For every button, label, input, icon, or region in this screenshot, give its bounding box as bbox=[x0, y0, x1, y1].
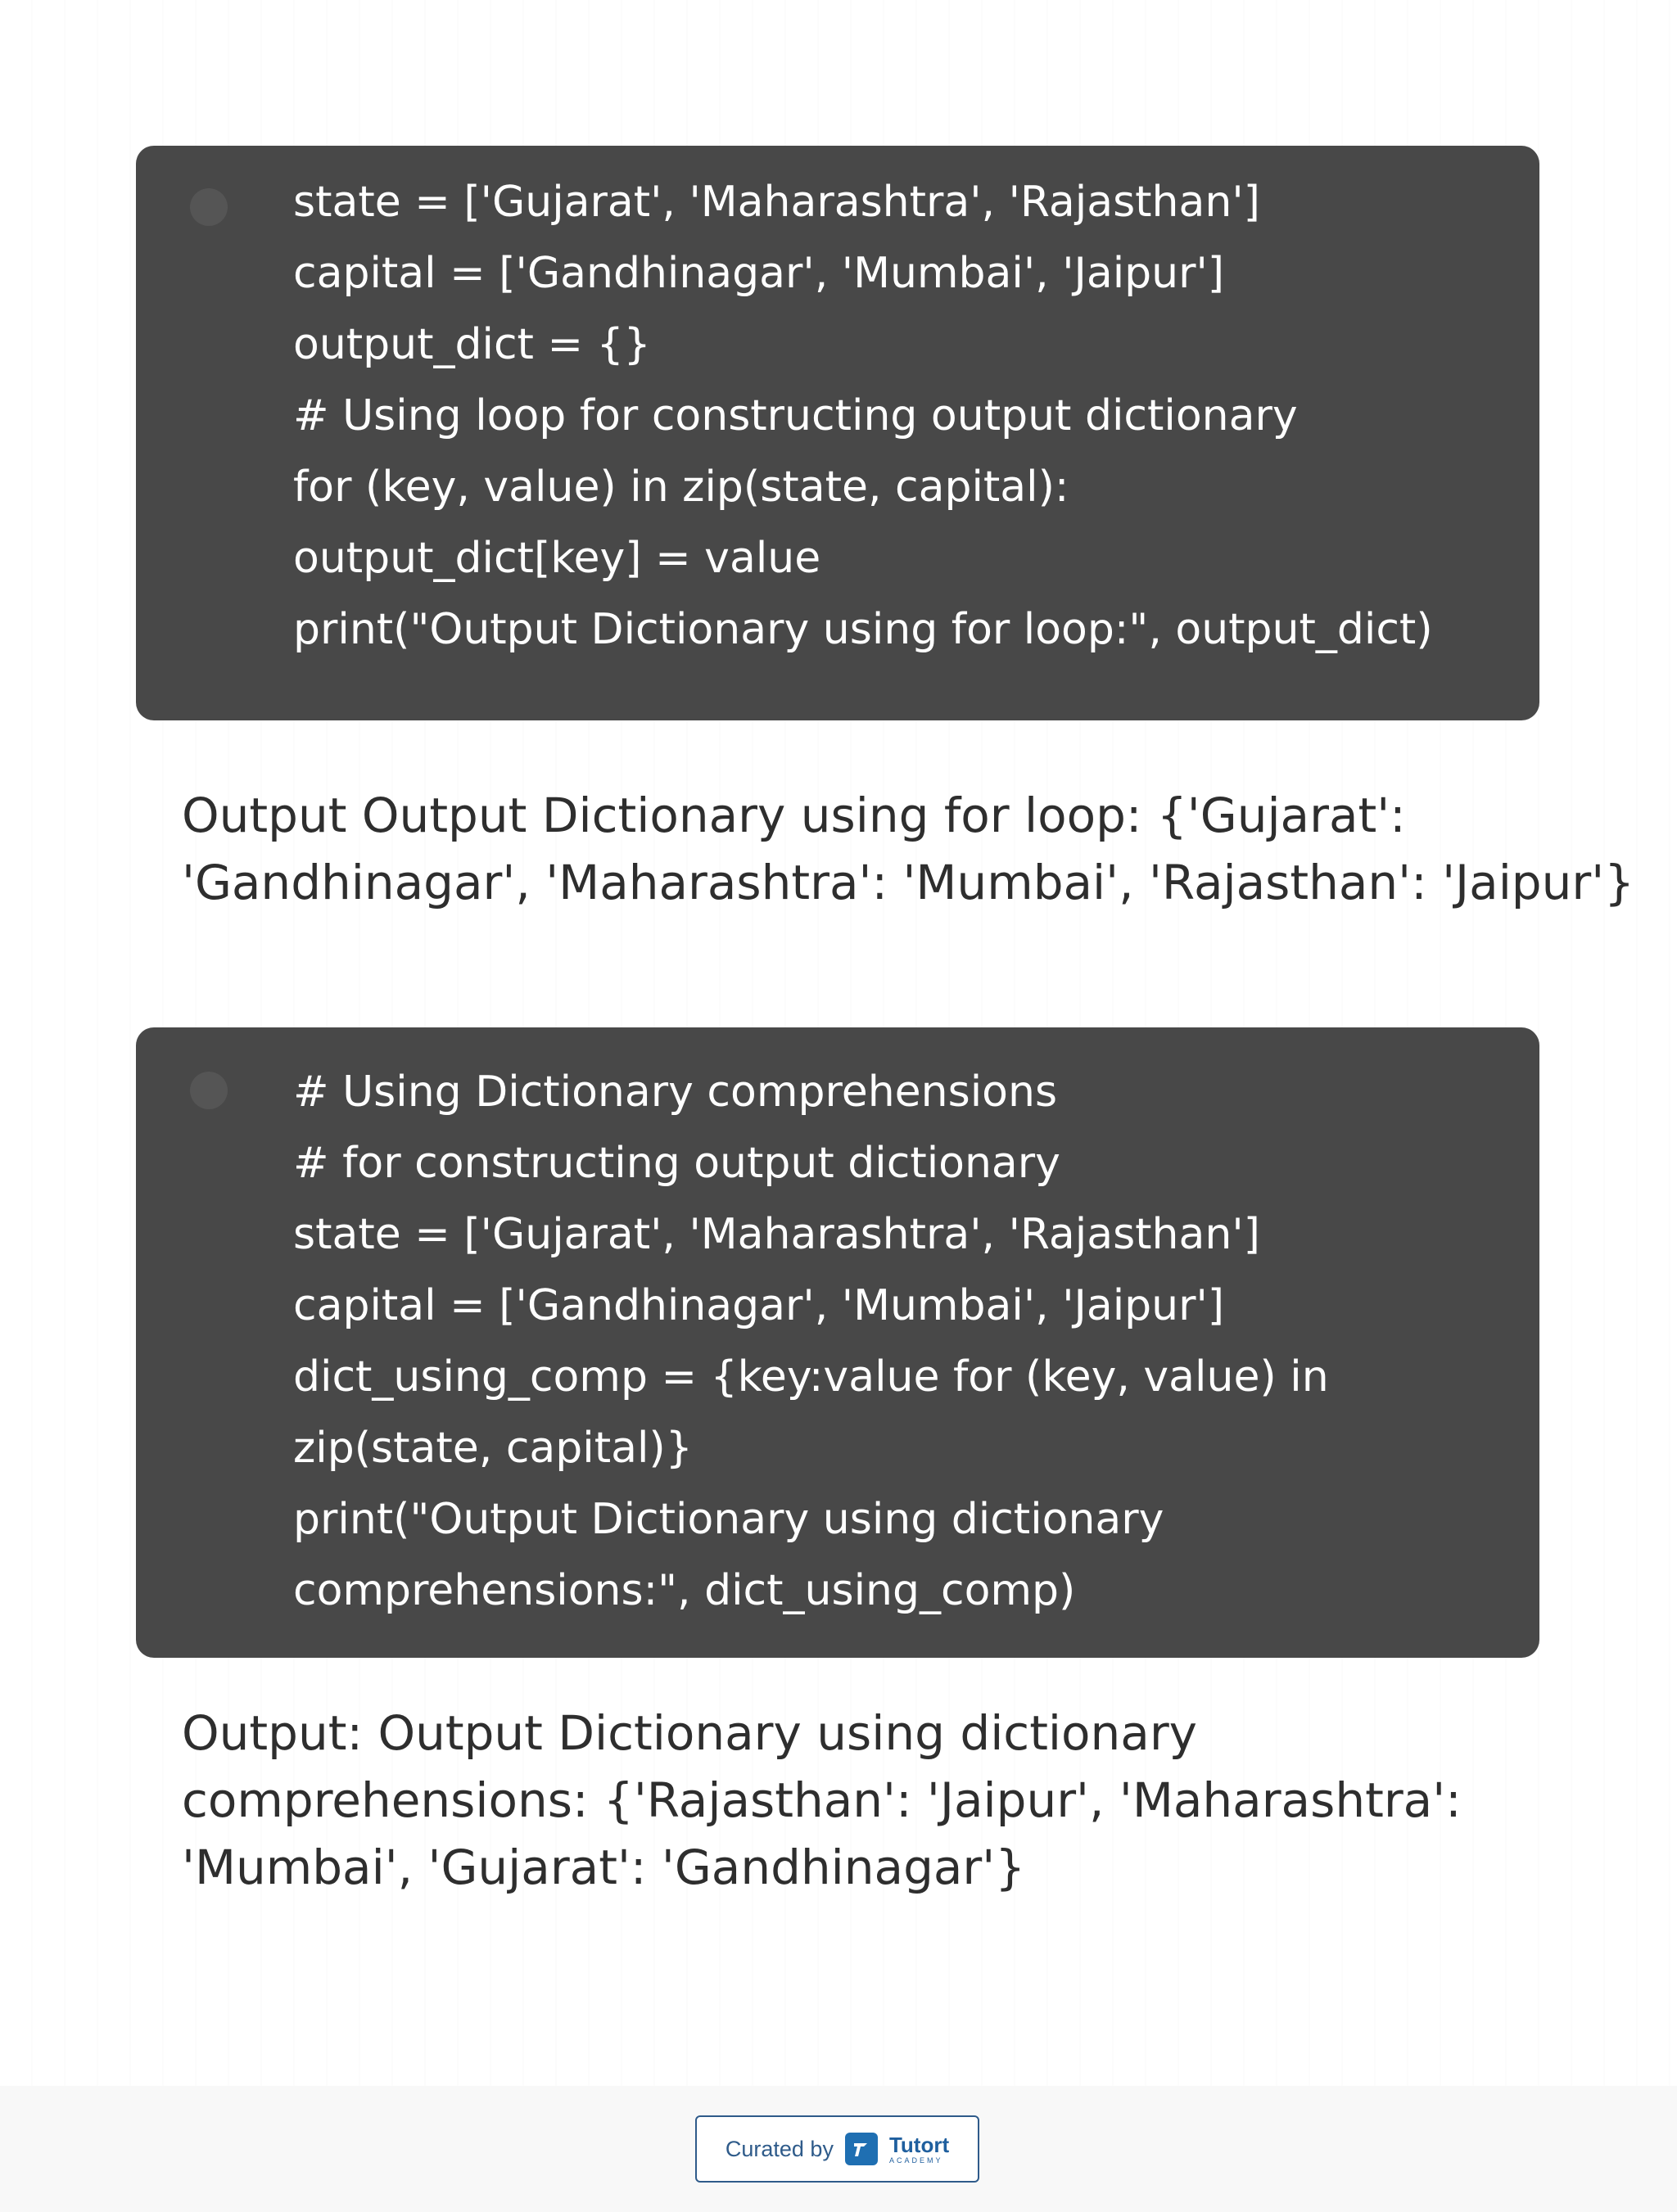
output-text-loop bbox=[182, 782, 1656, 916]
output-text-comprehension bbox=[182, 1700, 1656, 1901]
output-line: comprehensions: {'Rajasthan': 'Jaipur', 'Maharashtra': bbox=[182, 1772, 1462, 1828]
bullet-dot bbox=[190, 1072, 228, 1109]
curated-by-badge[interactable] bbox=[695, 2115, 979, 2183]
code-line: state = ['Gujarat', 'Maharashtra', 'Rajasthan'] bbox=[293, 178, 1260, 227]
code-line: # Using Dictionary comprehensions bbox=[293, 1068, 1058, 1117]
code-block-loop bbox=[136, 146, 1539, 720]
code-line: # for constructing output dictionary bbox=[293, 1139, 1060, 1188]
bullet-dot bbox=[190, 188, 228, 226]
code-line: print("Output Dictionary using dictionary bbox=[293, 1495, 1164, 1544]
code-line: dict_using_comp = {key:value for (key, value) in bbox=[293, 1352, 1329, 1402]
code-line: output_dict = {} bbox=[293, 320, 651, 369]
code-line: for (key, value) in zip(state, capital): bbox=[293, 463, 1069, 512]
footer bbox=[0, 2086, 1677, 2212]
code-line: output_dict[key] = value bbox=[293, 534, 821, 583]
output-line: Output Output Dictionary using for loop: {'Gujarat': bbox=[182, 788, 1406, 843]
tutort-logo-icon bbox=[845, 2133, 878, 2165]
code-line: capital = ['Gandhinagar', 'Mumbai', 'Jaipur'] bbox=[293, 249, 1225, 298]
code-line: print("Output Dictionary using for loop:", output_dict) bbox=[293, 605, 1433, 654]
code-line: state = ['Gujarat', 'Maharashtra', 'Rajasthan'] bbox=[293, 1210, 1260, 1259]
output-line: 'Mumbai', 'Gujarat': 'Gandhinagar'} bbox=[182, 1840, 1026, 1895]
code-line: zip(state, capital)} bbox=[293, 1424, 693, 1473]
code-line: comprehensions:", dict_using_comp) bbox=[293, 1566, 1076, 1615]
code-line: capital = ['Gandhinagar', 'Mumbai', 'Jaipur'] bbox=[293, 1281, 1225, 1330]
curated-by-label: Curated by bbox=[725, 2136, 834, 2161]
output-line: Output: Output Dictionary using dictionary bbox=[182, 1705, 1198, 1761]
output-line: 'Gandhinagar', 'Maharashtra': 'Mumbai', 'Rajasthan': 'Jaipur'} bbox=[182, 855, 1635, 910]
code-block-comprehension bbox=[136, 1027, 1539, 1658]
logo-name: Tutort bbox=[888, 2132, 950, 2157]
code-line: # Using loop for constructing output dictionary bbox=[293, 391, 1298, 440]
logo-subtitle: ACADEMY bbox=[888, 2156, 943, 2165]
tutort-logo bbox=[889, 2134, 949, 2165]
